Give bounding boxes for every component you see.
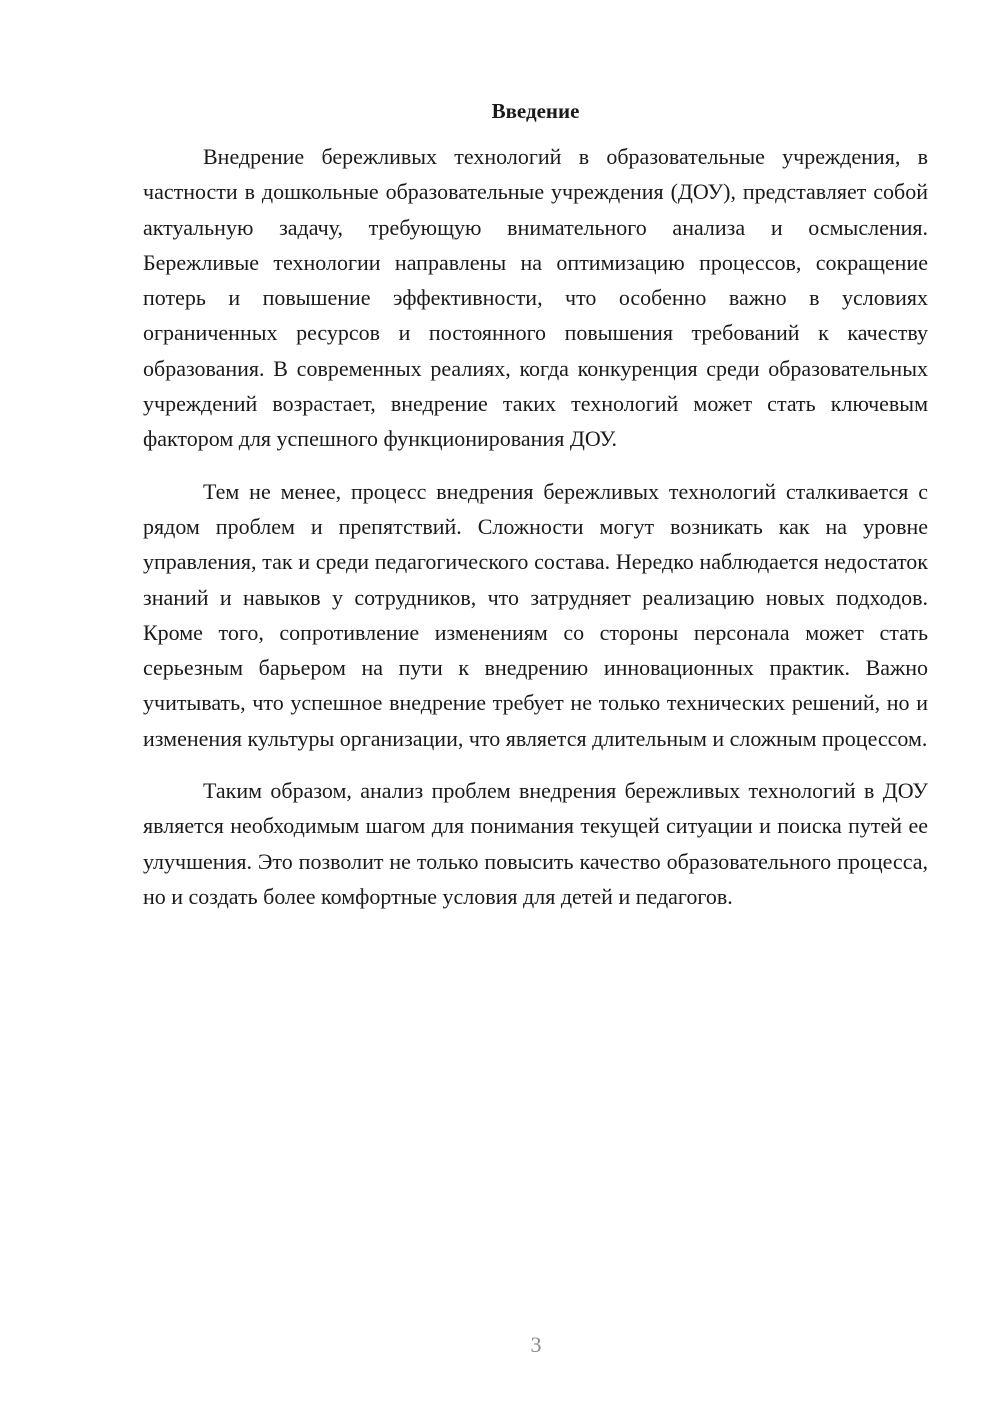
paragraph-3: Таким образом, анализ проблем внедрения бережливых технологий в ДОУ является необходимым шагом для понимания текущей ситуации и поиска путей ее улучшения. Это позволит не только повысить качество образовательного процесса, но и создать более комфортные условия для детей и педагогов.: [143, 778, 928, 909]
section-heading: Введение: [491, 99, 580, 123]
page-number: 3: [530, 1332, 542, 1357]
page-content: [143, 95, 928, 931]
paragraph-2: Тем не менее, процесс внедрения бережливых технологий сталкивается с рядом проблем и препятствий. Сложности могут возникать как на уровне управления, так и среди педагогического состава. Нередко наблюдается недостаток знаний и навыков у сотрудников, что затрудняет реализацию новых подходов. Кроме того, сопротивление изменениям со стороны персонала может стать серьезным барьером на пути к внедрению инновационных практик. Важно учитывать, что успешное внедрение требует не только технических решений, но и изменения культуры организации, что является длительным и сложным процессом.: [143, 478, 928, 751]
paragraph-1: Внедрение бережливых технологий в образовательные учреждения, в частности в дошкольные образовательные учреждения (ДОУ), представляет собой актуальную задачу, требующую внимательного анализа и осмысления. Бережливые технологии направлены на оптимизацию процессов, сокращение потерь и повышение эффективности, что особенно важно в условиях ограниченных ресурсов и постоянного повышения требований к качеству образования. В современных реалиях, когда конкуренция среди образовательных учреждений возрастает, внедрение таких технологий может стать ключевым фактором для успешного функционирования ДОУ.: [143, 144, 928, 452]
